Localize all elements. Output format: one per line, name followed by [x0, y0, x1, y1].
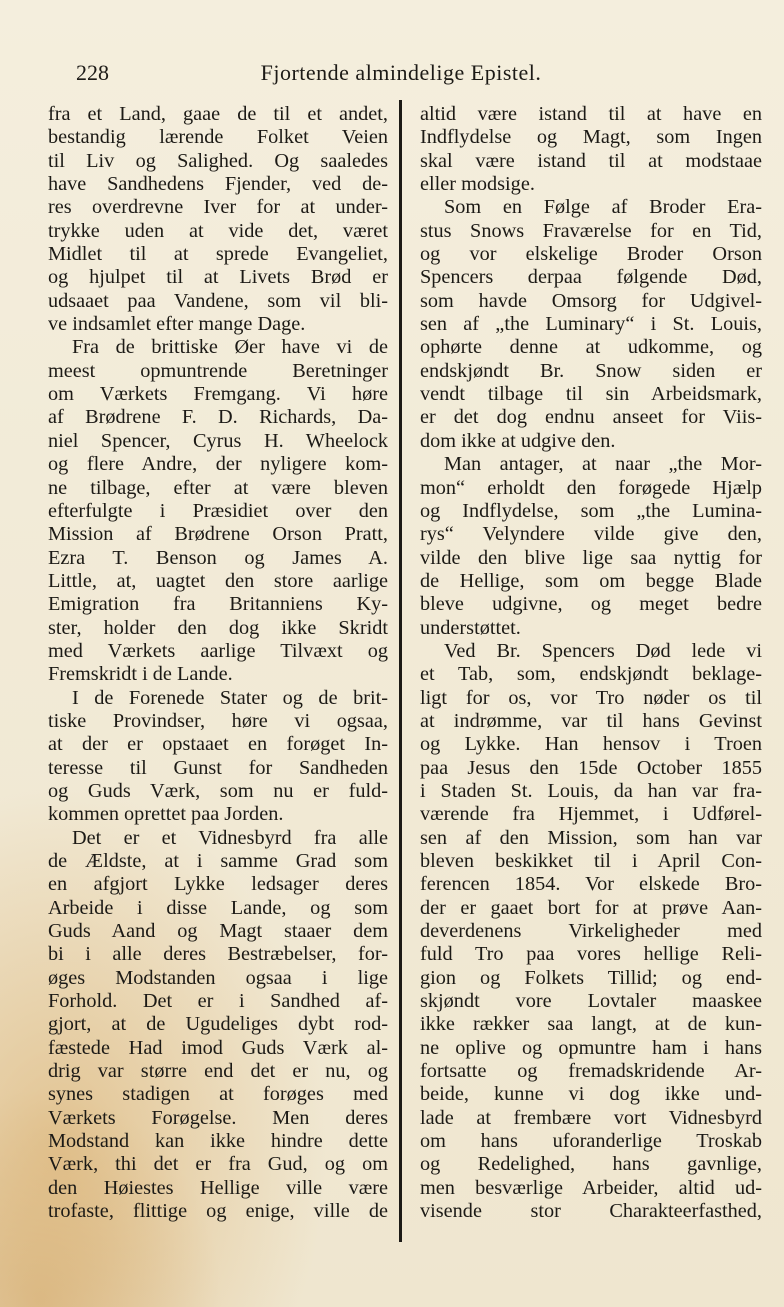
- text-line: skal være istand til at modstaae: [420, 149, 762, 172]
- text-line: ne oplive og opmuntre ham i hans: [420, 1036, 762, 1059]
- right-column: [420, 103, 762, 1224]
- text-line: udsaaet paa Vandene, som vil bli-: [48, 289, 388, 312]
- text-line: og hjulpet til at Livets Brød er: [48, 266, 388, 289]
- text-line: en afgjort Lykke ledsager deres: [48, 873, 388, 896]
- text-line: Værkets Forøgelse. Men deres: [48, 1106, 388, 1129]
- text-line: altid være istand til at have en: [420, 103, 762, 125]
- text-line: Little, at, uagtet den store aarlige: [48, 569, 388, 592]
- text-line: meest opmuntrende Beretninger: [48, 359, 388, 382]
- text-line: men besværlige Arbeider, altid ud-: [420, 1176, 762, 1199]
- text-line: bestandig lærende Folket Veien: [48, 126, 388, 149]
- text-line: trofaste, flittige og enige, ville de: [48, 1200, 388, 1223]
- text-line: der er gaaet bort for at prøve Aan-: [420, 896, 762, 919]
- text-line: og Guds Værk, som nu er fuld-: [48, 779, 388, 802]
- text-line: Guds Aand og Magt staaer dem: [48, 920, 388, 943]
- text-line: som havde Omsorg for Udgivel-: [420, 289, 762, 312]
- text-line: fuld Tro paa vores hellige Reli-: [420, 943, 762, 966]
- text-line: ferencen 1854. Vor elskede Bro-: [420, 873, 762, 896]
- text-line: stus Snows Fraværelse for en Tid,: [420, 219, 762, 242]
- text-line: i Staden St. Louis, da han var fra-: [420, 779, 762, 802]
- text-line: paa Jesus den 15de October 1855: [420, 756, 762, 779]
- text-line: Spencers derpaa følgende Død,: [420, 266, 762, 289]
- text-line: dom ikke at udgive den.: [420, 429, 616, 452]
- text-line: om hans uforanderlige Troskab: [420, 1130, 762, 1153]
- text-line: res overdrevne Iver for at under-: [48, 196, 388, 219]
- text-line: med Værkets aarlige Tilvæxt og: [48, 639, 388, 662]
- text-line: øges Modstanden ogsaa i lige: [48, 966, 388, 989]
- page-number: 228: [76, 60, 109, 85]
- text-line: kommen oprettet paa Jorden.: [48, 803, 284, 826]
- text-line: sen af „the Luminary“ i St. Louis,: [420, 313, 762, 336]
- text-line: beide, kunne vi dog ikke und-: [420, 1083, 762, 1106]
- text-line: værende fra Hjemmet, i Udførel-: [420, 803, 762, 826]
- text-line: og vor elskelige Broder Orson: [420, 243, 762, 266]
- text-line: fortsatte og fremadskridende Ar-: [420, 1060, 762, 1083]
- column-divider: [399, 100, 402, 1242]
- text-line: bi i alle deres Bestræbelser, for-: [48, 943, 388, 966]
- text-line: niel Spencer, Cyrus H. Wheelock: [48, 429, 388, 452]
- text-line: Ved Br. Spencers Død lede vi: [444, 639, 762, 662]
- text-line: Værk, thi det er fra Gud, og om: [48, 1153, 388, 1176]
- text-line: Som en Følge af Broder Era-: [444, 196, 762, 219]
- text-line: af Brødrene F. D. Richards, Da-: [48, 406, 388, 429]
- text-line: og Redelighed, hans gavnlige,: [420, 1153, 762, 1176]
- text-line: have Sandhedens Fjender, ved de-: [48, 173, 388, 196]
- text-line: synes stadigen at forøges med: [48, 1083, 388, 1106]
- text-line: mon“ erholdt den forøgede Hjælp: [420, 476, 762, 499]
- text-line: teresse til Gunst for Sandheden: [48, 756, 388, 779]
- text-line: Fremskridt i de Lande.: [48, 663, 233, 686]
- text-line: Midlet til at sprede Evangeliet,: [48, 243, 388, 266]
- text-line: de Ældste, at i samme Grad som: [48, 850, 388, 872]
- text-line: tiske Provindser, høre vi ogsaa,: [48, 709, 388, 732]
- text-line: gjort, at de Ugudeliges dybt rod-: [48, 1013, 388, 1036]
- text-line: og flere Andre, der nyligere kom-: [48, 453, 388, 476]
- text-line: Mission af Brødrene Orson Pratt,: [48, 523, 388, 546]
- text-line: I de Forenede Stater og de brit-: [72, 686, 388, 709]
- text-line: den Høiestes Hellige ville være: [48, 1176, 388, 1199]
- text-line: og Indflydelse, som „the Lumina-: [420, 499, 762, 522]
- text-line: ikke rækker saa langt, at de kun-: [420, 1013, 762, 1036]
- text-line: endskjøndt Br. Snow siden er: [420, 359, 762, 382]
- text-line: Forhold. Det er i Sandhed af-: [48, 990, 388, 1013]
- text-line: vendt tilbage til sin Arbeidsmark,: [420, 383, 762, 406]
- text-line: Arbeide i disse Lande, og som: [48, 896, 388, 919]
- text-line: til Liv og Salighed. Og saaledes: [48, 149, 388, 172]
- text-line: understøttet.: [420, 616, 521, 639]
- text-line: Fra de brittiske Øer have vi de: [72, 336, 388, 359]
- text-line: skjøndt vore Lovtaler maaskee: [420, 990, 762, 1013]
- text-line: Ezra T. Benson og James A.: [48, 546, 388, 569]
- text-line: de Hellige, som om begge Blade: [420, 569, 762, 592]
- text-line: eller modsige.: [420, 173, 535, 196]
- text-line: fra et Land, gaae de til et andet,: [48, 103, 388, 125]
- text-line: Indflydelse og Magt, som Ingen: [420, 126, 762, 149]
- text-line: et Tab, som, endskjøndt beklage-: [420, 663, 762, 686]
- text-line: vilde den blive lige saa nyttig for: [420, 546, 762, 569]
- text-line: om Værkets Fremgang. Vi høre: [48, 383, 388, 406]
- text-line: og Lykke. Han hensov i Troen: [420, 733, 762, 756]
- text-line: at der er opstaaet en forøget In-: [48, 733, 388, 756]
- text-line: bleven beskikket til i April Con-: [420, 850, 762, 872]
- text-line: efterfulgte i Præsidiet over den: [48, 499, 388, 522]
- text-line: ne tilbage, efter at være bleven: [48, 476, 388, 499]
- text-line: trykke uden at vide det, været: [48, 219, 388, 242]
- text-line: ve indsamlet efter mange Dage.: [48, 313, 306, 336]
- text-line: visende stor Charakteerfasthed,: [420, 1200, 762, 1223]
- text-line: Det er et Vidnesbyrd fra alle: [72, 826, 388, 849]
- text-line: lade at frembære vort Vidnesbyrd: [420, 1106, 762, 1129]
- text-line: ster, holder den dog ikke Skridt: [48, 616, 388, 639]
- left-column: [48, 103, 388, 1224]
- page-header: [76, 58, 726, 88]
- text-line: rys“ Velyndere vilde give den,: [420, 523, 762, 546]
- text-line: fæstede Had imod Guds Værk al-: [48, 1036, 388, 1059]
- text-line: Modstand kan ikke hindre dette: [48, 1130, 388, 1153]
- text-line: ophørte denne at udkomme, og: [420, 336, 762, 359]
- text-line: drig var større end det er nu, og: [48, 1060, 388, 1083]
- text-line: deverdenens Virkeligheder med: [420, 920, 762, 943]
- text-line: Emigration fra Britanniens Ky-: [48, 593, 388, 616]
- text-line: er det dog endnu anseet for Viis-: [420, 406, 762, 429]
- text-line: ligt for os, vor Tro nøder os til: [420, 686, 762, 709]
- text-line: sen af den Mission, som han var: [420, 826, 762, 849]
- text-line: at indrømme, var til hans Gevinst: [420, 709, 762, 732]
- text-line: Man antager, at naar „the Mor-: [444, 453, 762, 476]
- running-title: Fjortende almindelige Epistel.: [260, 60, 542, 85]
- text-line: gion og Folkets Tillid; og end-: [420, 966, 762, 989]
- text-line: bleve udgivne, og meget bedre: [420, 593, 762, 616]
